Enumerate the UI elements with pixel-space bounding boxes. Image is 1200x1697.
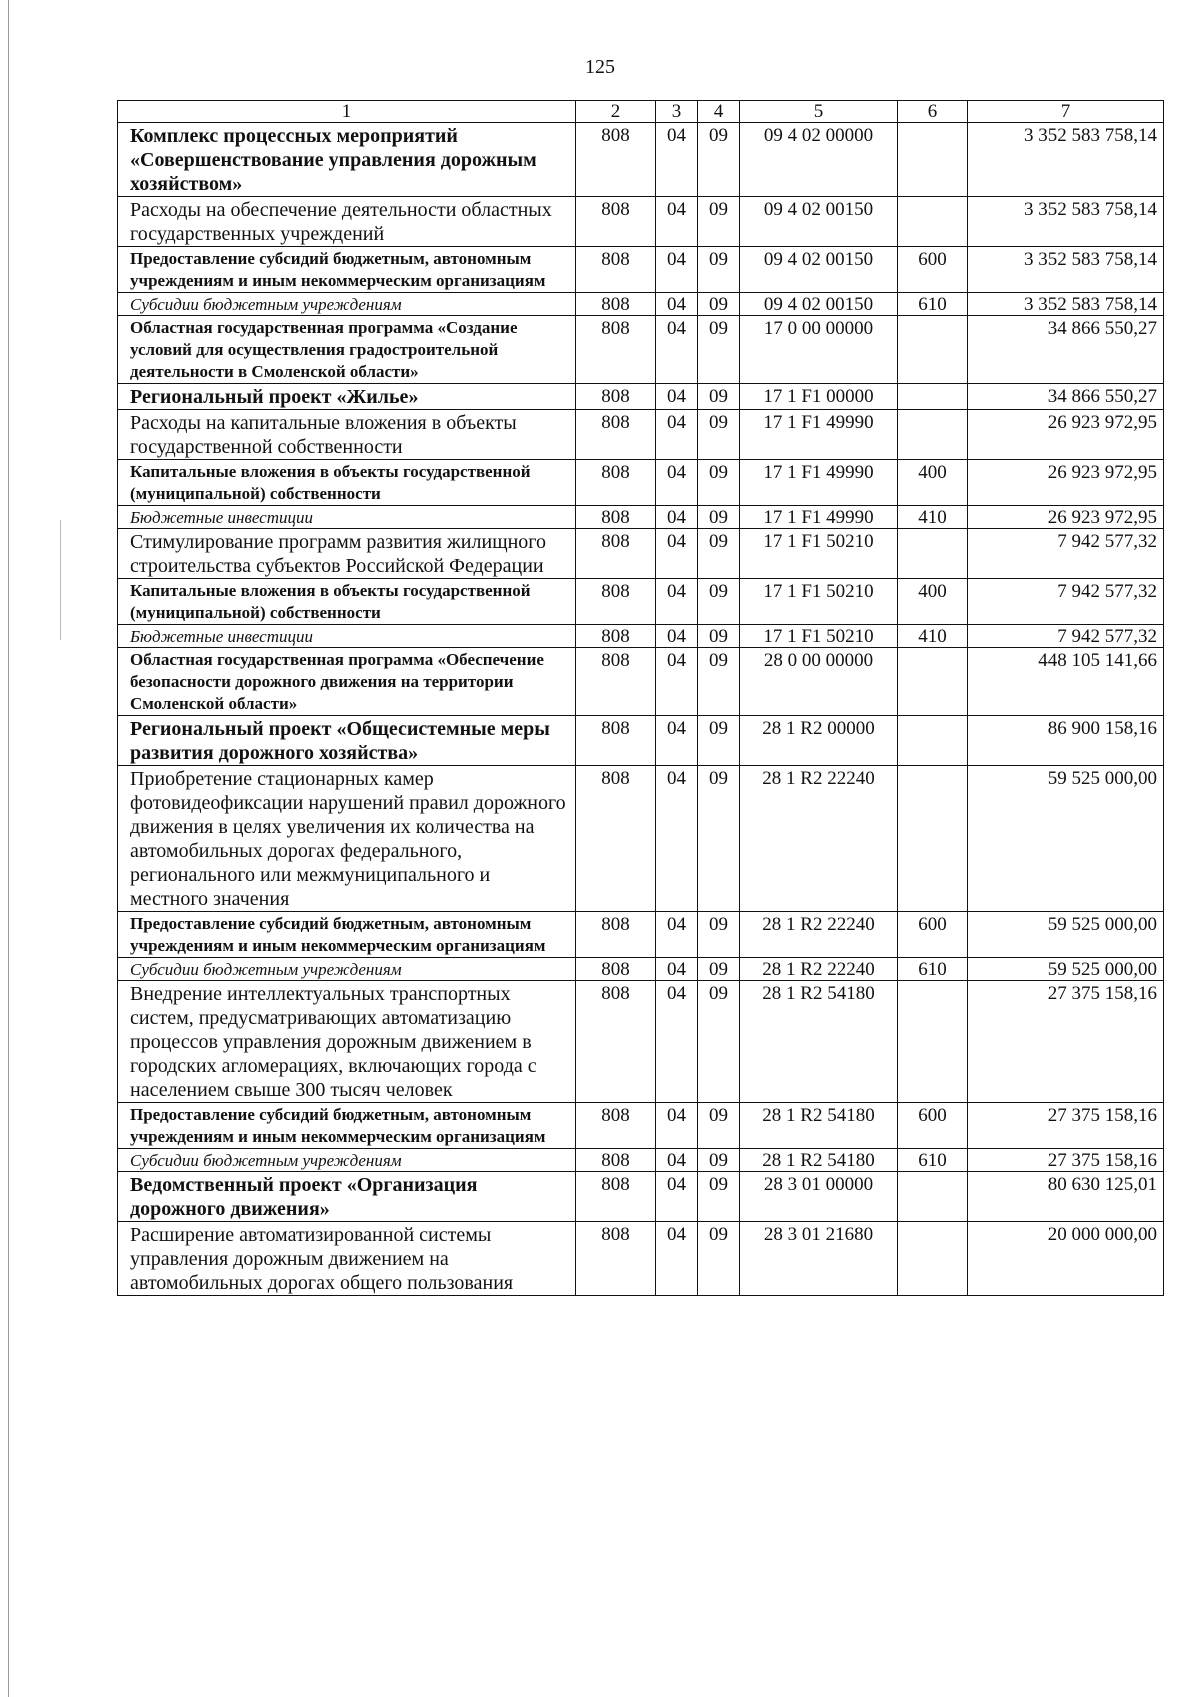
department-code-cell: 808 [576,460,656,506]
target-article-cell: 28 0 00 00000 [740,648,898,716]
subsection-code-cell: 09 [698,648,740,716]
target-article-cell: 28 1 R2 22240 [740,958,898,981]
department-code-cell: 808 [576,506,656,529]
section-code-cell: 04 [656,506,698,529]
item-name-cell: Областная государственная программа «Обеспечение безопасности дорожного движения на территории Смоленской области» [118,648,576,716]
table-row [118,316,1164,384]
section-code-cell: 04 [656,1172,698,1222]
item-name-cell: Предоставление субсидий бюджетным, автономным учреждениям и иным некоммерческим организациям [118,1103,576,1149]
expense-type-cell: 400 [898,460,968,506]
table-row [118,912,1164,958]
department-code-cell: 808 [576,197,656,247]
section-code-cell: 04 [656,579,698,625]
page-number: 125 [585,56,615,78]
target-article-cell: 09 4 02 00150 [740,293,898,316]
item-name-cell: Расходы на капитальные вложения в объекты государственной собственности [118,410,576,460]
table-row [118,648,1164,716]
department-code-cell: 808 [576,410,656,460]
section-code-cell: 04 [656,716,698,766]
section-code-cell: 04 [656,460,698,506]
item-name-cell: Ведомственный проект «Организация дорожного движения» [118,1172,576,1222]
subsection-code-cell: 09 [698,410,740,460]
subsection-code-cell: 09 [698,384,740,410]
section-code-cell: 04 [656,625,698,648]
section-code-cell: 04 [656,912,698,958]
subsection-code-cell: 09 [698,716,740,766]
subsection-code-cell: 09 [698,579,740,625]
header-cell: 3 [656,101,698,123]
item-name-cell: Бюджетные инвестиции [118,506,576,529]
amount-cell: 34 866 550,27 [968,384,1164,410]
department-code-cell: 808 [576,766,656,912]
department-code-cell: 808 [576,1222,656,1296]
item-name-cell: Предоставление субсидий бюджетным, автономным учреждениям и иным некоммерческим организациям [118,247,576,293]
amount-cell: 27 375 158,16 [968,1103,1164,1149]
section-code-cell: 04 [656,384,698,410]
item-name-cell: Региональный проект «Жилье» [118,384,576,410]
amount-cell: 34 866 550,27 [968,316,1164,384]
department-code-cell: 808 [576,529,656,579]
department-code-cell: 808 [576,1149,656,1172]
table-row [118,766,1164,912]
subsection-code-cell: 09 [698,506,740,529]
amount-cell: 26 923 972,95 [968,460,1164,506]
section-code-cell: 04 [656,316,698,384]
expense-type-cell: 600 [898,247,968,293]
target-article-cell: 09 4 02 00000 [740,123,898,197]
amount-cell: 7 942 577,32 [968,579,1164,625]
item-name-cell: Расходы на обеспечение деятельности областных государственных учреждений [118,197,576,247]
table-row [118,529,1164,579]
item-name-cell: Приобретение стационарных камер фотовидеофиксации нарушений правил дорожного движения в целях увеличения их количества на автомобильных дорогах федерального, регионального или межмуниципального и местного значения [118,766,576,912]
target-article-cell: 28 3 01 00000 [740,1172,898,1222]
item-name-cell: Комплекс процессных мероприятий «Совершенствование управления дорожным хозяйством» [118,123,576,197]
department-code-cell: 808 [576,293,656,316]
item-name-cell: Предоставление субсидий бюджетным, автономным учреждениям и иным некоммерческим организациям [118,912,576,958]
expense-type-cell [898,197,968,247]
amount-cell: 26 923 972,95 [968,410,1164,460]
expense-type-cell [898,981,968,1103]
amount-cell: 59 525 000,00 [968,766,1164,912]
table-row [118,506,1164,529]
expense-type-cell [898,648,968,716]
department-code-cell: 808 [576,981,656,1103]
target-article-cell: 28 1 R2 22240 [740,766,898,912]
subsection-code-cell: 09 [698,1103,740,1149]
expense-type-cell: 410 [898,506,968,529]
item-name-cell: Капитальные вложения в объекты государственной (муниципальной) собственности [118,460,576,506]
subsection-code-cell: 09 [698,981,740,1103]
target-article-cell: 28 1 R2 22240 [740,912,898,958]
expense-type-cell [898,766,968,912]
subsection-code-cell: 09 [698,1172,740,1222]
table-row [118,384,1164,410]
expense-type-cell: 610 [898,1149,968,1172]
item-name-cell: Субсидии бюджетным учреждениям [118,1149,576,1172]
target-article-cell: 17 1 F1 50210 [740,579,898,625]
subsection-code-cell: 09 [698,123,740,197]
table-row [118,579,1164,625]
expense-type-cell: 600 [898,1103,968,1149]
department-code-cell: 808 [576,648,656,716]
target-article-cell: 17 1 F1 00000 [740,384,898,410]
header-cell: 4 [698,101,740,123]
subsection-code-cell: 09 [698,958,740,981]
target-article-cell: 17 1 F1 50210 [740,529,898,579]
subsection-code-cell: 09 [698,529,740,579]
section-code-cell: 04 [656,247,698,293]
table-body [118,123,1164,1296]
section-code-cell: 04 [656,1222,698,1296]
section-code-cell: 04 [656,123,698,197]
item-name-cell: Областная государственная программа «Создание условий для осуществления градостроительной деятельности в Смоленской области» [118,316,576,384]
budget-table [117,100,1164,1296]
amount-cell: 27 375 158,16 [968,981,1164,1103]
budget-table-container [117,100,1163,1296]
department-code-cell: 808 [576,384,656,410]
table-row [118,1103,1164,1149]
expense-type-cell [898,316,968,384]
expense-type-cell: 610 [898,958,968,981]
target-article-cell: 17 1 F1 50210 [740,625,898,648]
table-row [118,958,1164,981]
target-article-cell: 28 3 01 21680 [740,1222,898,1296]
expense-type-cell: 610 [898,293,968,316]
department-code-cell: 808 [576,247,656,293]
amount-cell: 59 525 000,00 [968,912,1164,958]
expense-type-cell [898,123,968,197]
header-cell: 1 [118,101,576,123]
amount-cell: 3 352 583 758,14 [968,197,1164,247]
target-article-cell: 09 4 02 00150 [740,197,898,247]
header-cell: 6 [898,101,968,123]
page-margin-mark [60,520,61,640]
expense-type-cell [898,410,968,460]
section-code-cell: 04 [656,410,698,460]
section-code-cell: 04 [656,529,698,579]
target-article-cell: 17 1 F1 49990 [740,460,898,506]
table-row [118,410,1164,460]
item-name-cell: Бюджетные инвестиции [118,625,576,648]
amount-cell: 7 942 577,32 [968,625,1164,648]
section-code-cell: 04 [656,1103,698,1149]
subsection-code-cell: 09 [698,1149,740,1172]
department-code-cell: 808 [576,912,656,958]
target-article-cell: 17 1 F1 49990 [740,410,898,460]
table-row [118,247,1164,293]
table-row [118,716,1164,766]
table-row [118,1172,1164,1222]
target-article-cell: 28 1 R2 54180 [740,1103,898,1149]
header-cell: 5 [740,101,898,123]
section-code-cell: 04 [656,197,698,247]
expense-type-cell: 400 [898,579,968,625]
expense-type-cell [898,529,968,579]
subsection-code-cell: 09 [698,293,740,316]
target-article-cell: 28 1 R2 00000 [740,716,898,766]
subsection-code-cell: 09 [698,460,740,506]
target-article-cell: 09 4 02 00150 [740,247,898,293]
table-row [118,625,1164,648]
item-name-cell: Капитальные вложения в объекты государственной (муниципальной) собственности [118,579,576,625]
expense-type-cell [898,1172,968,1222]
item-name-cell: Субсидии бюджетным учреждениям [118,958,576,981]
section-code-cell: 04 [656,1149,698,1172]
amount-cell: 3 352 583 758,14 [968,293,1164,316]
expense-type-cell [898,384,968,410]
subsection-code-cell: 09 [698,912,740,958]
amount-cell: 3 352 583 758,14 [968,247,1164,293]
subsection-code-cell: 09 [698,1222,740,1296]
header-cell: 2 [576,101,656,123]
target-article-cell: 17 0 00 00000 [740,316,898,384]
target-article-cell: 28 1 R2 54180 [740,1149,898,1172]
item-name-cell: Расширение автоматизированной системы управления дорожным движением на автомобильных дорогах общего пользования [118,1222,576,1296]
section-code-cell: 04 [656,981,698,1103]
subsection-code-cell: 09 [698,197,740,247]
amount-cell: 448 105 141,66 [968,648,1164,716]
amount-cell: 59 525 000,00 [968,958,1164,981]
header-cell: 7 [968,101,1164,123]
amount-cell: 26 923 972,95 [968,506,1164,529]
table-row [118,460,1164,506]
expense-type-cell [898,716,968,766]
table-row [118,197,1164,247]
section-code-cell: 04 [656,766,698,912]
amount-cell: 86 900 158,16 [968,716,1164,766]
section-code-cell: 04 [656,648,698,716]
expense-type-cell: 410 [898,625,968,648]
department-code-cell: 808 [576,716,656,766]
expense-type-cell [898,1222,968,1296]
expense-type-cell: 600 [898,912,968,958]
table-row [118,981,1164,1103]
department-code-cell: 808 [576,1103,656,1149]
department-code-cell: 808 [576,316,656,384]
item-name-cell: Региональный проект «Общесистемные меры развития дорожного хозяйства» [118,716,576,766]
department-code-cell: 808 [576,958,656,981]
subsection-code-cell: 09 [698,316,740,384]
subsection-code-cell: 09 [698,766,740,912]
item-name-cell: Внедрение интеллектуальных транспортных систем, предусматривающих автоматизацию процессов управления дорожным движением в городских агломерациях, включающих города с населением свыше 300 тысяч человек [118,981,576,1103]
table-row [118,123,1164,197]
target-article-cell: 17 1 F1 49990 [740,506,898,529]
table-row [118,293,1164,316]
subsection-code-cell: 09 [698,625,740,648]
target-article-cell: 28 1 R2 54180 [740,981,898,1103]
page-margin-line [8,0,9,1697]
amount-cell: 7 942 577,32 [968,529,1164,579]
department-code-cell: 808 [576,625,656,648]
table-row [118,1149,1164,1172]
header-row [118,101,1164,123]
amount-cell: 27 375 158,16 [968,1149,1164,1172]
department-code-cell: 808 [576,1172,656,1222]
department-code-cell: 808 [576,579,656,625]
amount-cell: 80 630 125,01 [968,1172,1164,1222]
amount-cell: 3 352 583 758,14 [968,123,1164,197]
section-code-cell: 04 [656,958,698,981]
subsection-code-cell: 09 [698,247,740,293]
amount-cell: 20 000 000,00 [968,1222,1164,1296]
department-code-cell: 808 [576,123,656,197]
item-name-cell: Субсидии бюджетным учреждениям [118,293,576,316]
table-row [118,1222,1164,1296]
section-code-cell: 04 [656,293,698,316]
item-name-cell: Стимулирование программ развития жилищного строительства субъектов Российской Федерации [118,529,576,579]
